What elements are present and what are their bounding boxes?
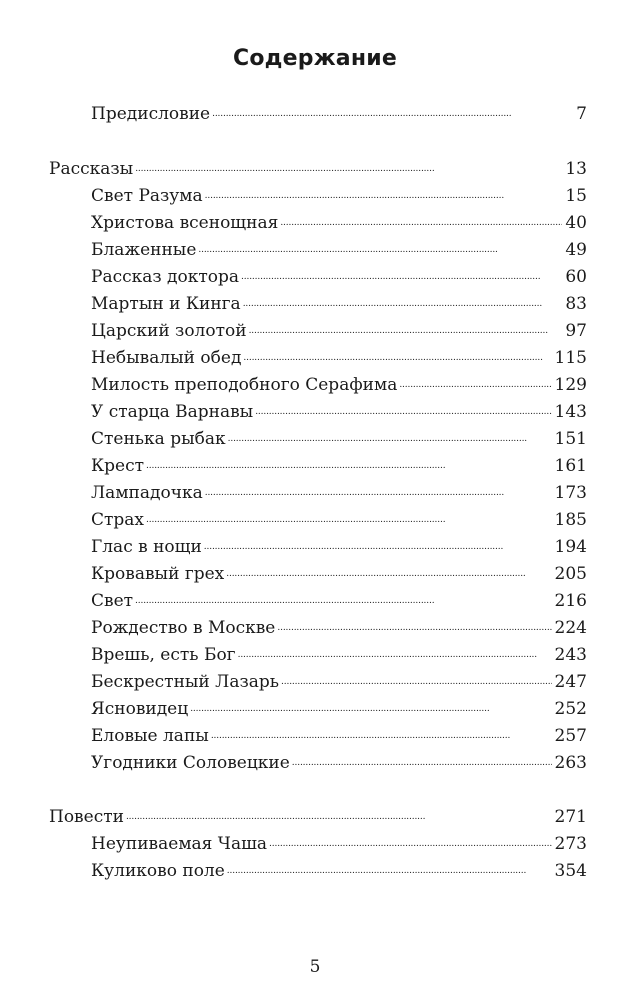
toc-entry-title: Глас в нощи [91, 537, 202, 557]
toc-entry [91, 860, 587, 882]
toc-entry [91, 617, 587, 639]
toc-entry-title: Ясновидец [91, 699, 189, 719]
toc-entry-page: 205 [554, 564, 587, 584]
toc-entry-title: Врешь, есть Бог [91, 645, 236, 665]
toc-entry-page: 271 [554, 807, 587, 827]
toc-entry [91, 455, 587, 477]
toc-entry [91, 671, 587, 693]
toc-entry [91, 509, 587, 531]
toc-entry-page: 263 [554, 753, 587, 773]
dot-leader [205, 187, 563, 201]
dot-leader [135, 592, 552, 606]
toc-entry [91, 698, 587, 720]
toc-entry-title: Небывалый обед [91, 348, 242, 368]
dot-leader [399, 376, 551, 390]
dot-leader [204, 538, 552, 552]
toc-entry-title: У старца Варнавы [91, 402, 254, 422]
dot-leader [212, 105, 573, 119]
dot-leader [277, 619, 551, 633]
toc-entry-page: 15 [565, 186, 587, 206]
dot-leader [269, 835, 552, 849]
toc-entry-page: 143 [554, 402, 587, 422]
toc-entry-page: 354 [554, 861, 587, 881]
dot-leader [243, 349, 551, 363]
toc-entry [91, 644, 587, 666]
toc-entry-page: 129 [554, 375, 587, 395]
toc-entry [91, 320, 587, 342]
toc-entry-title: Стенька рыбак [91, 429, 226, 449]
toc-entry-title: Бескрестный Лазарь [91, 672, 280, 692]
toc-section [49, 158, 587, 180]
dot-leader [126, 808, 552, 822]
toc-entry-title: Предисловие [91, 104, 211, 124]
toc-entry-title: Еловые лапы [91, 726, 209, 746]
toc-entry-page: 13 [565, 159, 587, 179]
dot-leader [135, 160, 562, 174]
toc-entry-title: Угодники Соловецкие [91, 753, 290, 773]
dot-leader [249, 322, 563, 336]
dot-leader [255, 403, 551, 417]
toc-entry-page: 7 [576, 104, 587, 124]
toc-entry-title: Рассказы [49, 159, 134, 179]
dot-leader [228, 430, 552, 444]
toc-entry [91, 266, 587, 288]
toc-entry-page: 185 [554, 510, 587, 530]
toc-entry [91, 293, 587, 315]
toc-entry-title: Лампадочка [91, 483, 203, 503]
toc-entry-page: 273 [554, 834, 587, 854]
toc-entry [91, 374, 587, 396]
toc-entry [91, 428, 587, 450]
toc-entry-title: Рассказ доктора [91, 267, 240, 287]
toc-entry-page: 224 [554, 618, 587, 638]
toc-entry-title: Блаженные [91, 240, 197, 260]
dot-leader [281, 673, 552, 687]
toc-entry-page: 252 [554, 699, 587, 719]
toc-entry-title: Свет Разума [91, 186, 203, 206]
dot-leader [190, 700, 551, 714]
toc-entry-page: 247 [554, 672, 587, 692]
dot-leader [238, 646, 552, 660]
toc-entry [91, 752, 587, 774]
toc-entry-page: 49 [565, 240, 587, 260]
toc-entry [91, 590, 587, 612]
toc-entry-page: 60 [565, 267, 587, 287]
toc-entry-title: Рождество в Москве [91, 618, 276, 638]
toc-entry-page: 243 [554, 645, 587, 665]
dot-leader [241, 268, 562, 282]
dot-leader [243, 295, 563, 309]
toc-entry [91, 833, 587, 855]
toc-entry-page: 161 [554, 456, 587, 476]
toc-entry-title: Кровавый грех [91, 564, 225, 584]
dot-leader [198, 241, 562, 255]
toc-entry [91, 185, 587, 207]
toc-entry [91, 347, 587, 369]
toc-entry [91, 563, 587, 585]
page-number: 5 [309, 957, 321, 977]
toc-entry [91, 725, 587, 747]
toc-entry-title: Мартын и Кинга [91, 294, 241, 314]
dot-leader [211, 727, 552, 741]
dot-leader [292, 754, 552, 768]
toc-entry-page: 216 [554, 591, 587, 611]
toc-entry-title: Повести [49, 807, 124, 827]
toc-section [49, 806, 587, 828]
toc-entry-page: 83 [565, 294, 587, 314]
toc-entry-title: Крест [91, 456, 145, 476]
toc-entry-page: 97 [565, 321, 587, 341]
toc-entry-page: 173 [554, 483, 587, 503]
dot-leader [146, 511, 552, 525]
dot-leader [205, 484, 552, 498]
toc-entry-page: 194 [554, 537, 587, 557]
toc-entry [91, 212, 587, 234]
toc-entry-title: Свет [91, 591, 134, 611]
dot-leader [280, 214, 562, 228]
toc-entry-title: Царский золотой [91, 321, 247, 341]
toc-entry-title: Куликово поле [91, 861, 225, 881]
dot-leader [227, 862, 552, 876]
toc-entry-title: Христова всенощная [91, 213, 279, 233]
toc-entry [91, 401, 587, 423]
toc-entry-page: 40 [565, 213, 587, 233]
dot-leader [146, 457, 552, 471]
toc-entry [91, 536, 587, 558]
toc-entry [91, 239, 587, 261]
toc-entry-page: 151 [554, 429, 587, 449]
toc-entry [91, 482, 587, 504]
toc-entry-title: Неупиваемая Чаша [91, 834, 268, 854]
toc-entry-title: Страх [91, 510, 145, 530]
toc-entry-page: 257 [554, 726, 587, 746]
toc-entry-page: 115 [554, 348, 587, 368]
dot-leader [226, 565, 551, 579]
toc-entry [91, 103, 587, 125]
page-title: Содержание [233, 46, 397, 71]
toc-entry-title: Милость преподобного Серафима [91, 375, 398, 395]
